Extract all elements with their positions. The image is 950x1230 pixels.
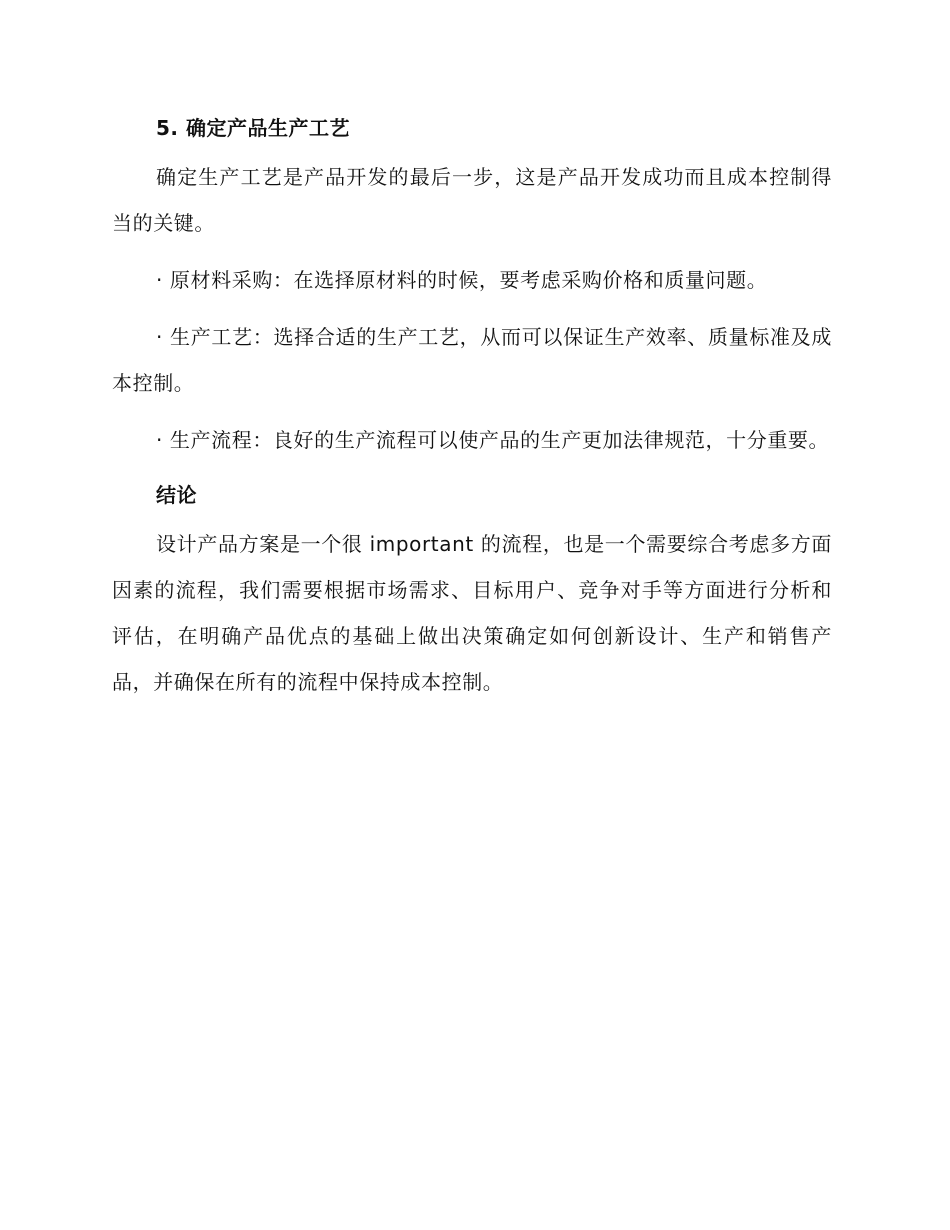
- bullet-production-process: · 生产工艺：选择合适的生产工艺，从而可以保证生产效率、质量标准及成本控制。: [112, 325, 832, 395]
- conclusion-heading: 结论: [156, 483, 197, 507]
- conclusion-paragraph: 设计产品方案是一个很 important 的流程，也是一个需要综合考虑多方面因素的流程，我们需要根据市场需求、目标用户、竞争对手等方面进行分析和评估，在明确产品优点的基础上做出决策确定如何创新设计、生产和销售产品，并确保在所有的流程中保持成本控制。: [112, 532, 832, 694]
- document-page: [112, 112, 832, 705]
- bullet-production-flow: · 生产流程：良好的生产流程可以使产品的生产更加法律规范，十分重要。: [156, 428, 830, 452]
- section-heading: 5. 确定产品生产工艺: [156, 116, 350, 140]
- section-intro-paragraph: 确定生产工艺是产品开发的最后一步，这是产品开发成功而且成本控制得当的关键。: [112, 165, 832, 235]
- bullet-raw-material: · 原材料采购：在选择原材料的时候，要考虑采购价格和质量问题。: [156, 268, 768, 292]
